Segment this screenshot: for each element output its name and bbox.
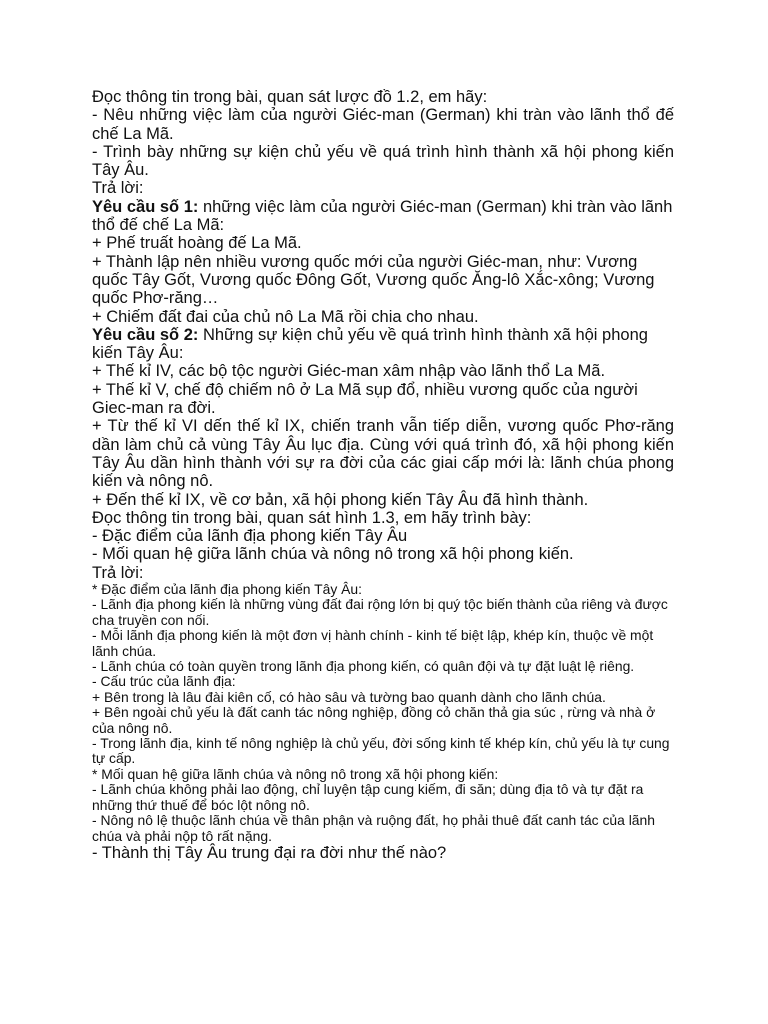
paragraph-18 [92,597,674,628]
paragraph-text: + Bên ngoài chủ yếu là đất canh tác nông nghiệp, đồng cỏ chăn thả gia súc , rừng và nhà ở của nông nô. [92,704,656,736]
paragraph-text: - Nêu những việc làm của người Giéc-man (German) khi tràn vào lãnh thổ đế chế La Mã. [92,106,674,143]
paragraph-text: - Đặc điểm của lãnh địa phong kiến Tây Âu [92,527,408,546]
paragraph-4 [92,198,674,235]
paragraph-11 [92,417,674,490]
paragraph-text: - Lãnh chúa có toàn quyền trong lãnh địa phong kiến, có quân đội và tự đặt luật lệ riêng. [92,658,635,675]
paragraph-12 [92,491,674,509]
paragraph-text: * Mối quan hệ giữa lãnh chúa và nông nô trong xã hội phong kiến: [92,765,499,782]
paragraph-text: - Mỗi lãnh địa phong kiến là một đơn vị hành chính - kinh tế biệt lập, khép kín, thuộc về một lãnh chúa. [92,627,654,659]
paragraph-1 [92,106,674,143]
paragraph-text: + Thế kỉ V, chế độ chiếm nô ở La Mã sụp đổ, nhiều vương quốc của người Giec-man ra đời. [92,380,638,418]
paragraph-text: + Từ thế kỉ VI dến thế kỉ IX, chiến tranh vẫn tiếp diễn, vương quốc Phơ-răng dần làm chủ cả vùng Tây Âu lục địa. Cùng với quá trình đó, xã hội phong kiến Tây Âu dần hình thành với sự ra đời của các giai cấp mới là: lãnh chúa phong kiến và nông nô. [92,417,674,491]
paragraph-text: Trả lời: [92,179,144,198]
paragraph-22 [92,690,674,705]
paragraph-text: + Phế truất hoàng đế La Mã. [92,234,302,253]
paragraph-text: - Mối quan hệ giữa lãnh chúa và nông nô trong xã hội phong kiến. [92,545,574,564]
paragraph-16 [92,564,674,582]
document-page [92,88,674,862]
paragraph-17 [92,582,674,597]
paragraph-5 [92,234,674,252]
paragraph-text: Những sự kiện chủ yếu về quá trình hình thành xã hội phong kiến Tây Âu: [92,325,648,363]
paragraph-23 [92,705,674,736]
paragraph-text: + Thành lập nên nhiều vương quốc mới của người Giéc-man, như: Vương quốc Tây Gốt, Vương quốc Đông Gốt, Vương quốc Ăng-lô Xắc-xông; Vương quốc Phơ-răng… [92,252,655,308]
paragraph-text: * Đặc điểm của lãnh địa phong kiến Tây Âu: [92,581,363,598]
paragraph-21 [92,674,674,689]
paragraph-8 [92,326,674,363]
paragraph-24 [92,736,674,767]
paragraph-text: - Trong lãnh địa, kinh tế nông nghiệp là chủ yếu, đời sống kinh tế khép kín, chủ yếu là tự cung tự cấp. [92,735,670,767]
paragraph-14 [92,527,674,545]
paragraph-text: - Lãnh địa phong kiến là những vùng đất đai rộng lớn bị quý tộc biến thành của riêng và được cha truyền con nối. [92,596,668,628]
paragraph-text: - Trình bày những sự kiện chủ yếu về quá trình hình thành xã hội phong kiến Tây Âu. [92,142,674,180]
paragraph-3 [92,179,674,197]
paragraph-text: - Thành thị Tây Âu trung đại ra đời như thế nào? [92,843,447,862]
paragraph-heading: Yêu cầu số 1: [92,197,199,216]
paragraph-text: - Lãnh chúa không phải lao động, chỉ luyện tập cung kiếm, đi săn; dùng địa tô và tự đặt ra những thứ thuế để bóc lột nông nô. [92,781,644,813]
paragraph-text: + Chiếm đất đai của chủ nô La Mã rồi chia cho nhau. [92,307,479,326]
paragraph-text: + Đến thế kỉ IX, về cơ bản, xã hội phong kiến Tây Âu đã hình thành. [92,490,589,509]
paragraph-text: Đọc thông tin trong bài, quan sát lược đồ 1.2, em hãy: [92,88,488,106]
paragraph-28 [92,844,674,862]
paragraph-text: - Nông nô lệ thuộc lãnh chúa về thân phận và ruộng đất, họ phải thuê đất canh tác của lãnh chúa và phải nộp tô rất nặng. [92,812,655,844]
paragraph-26 [92,782,674,813]
paragraph-6 [92,253,674,308]
paragraph-text: + Thế kỉ IV, các bộ tộc người Giéc-man xâm nhập vào lãnh thổ La Mã. [92,362,606,381]
paragraph-20 [92,659,674,674]
paragraph-heading: Yêu cầu số 2: [92,325,199,344]
paragraph-13 [92,509,674,527]
paragraph-9 [92,362,674,380]
paragraph-text: - Cấu trúc của lãnh địa: [92,673,236,690]
paragraph-7 [92,308,674,326]
paragraph-15 [92,545,674,563]
paragraph-10 [92,381,674,418]
paragraph-27 [92,813,674,844]
paragraph-text: Đọc thông tin trong bài, quan sát hình 1.3, em hãy trình bày: [92,508,532,527]
paragraph-text: Trả lời: [92,563,144,582]
paragraph-19 [92,628,674,659]
paragraph-text: + Bên trong là lâu đài kiên cố, có hào sâu và tường bao quanh dành cho lãnh chúa. [92,688,606,705]
paragraph-0 [92,88,674,106]
paragraph-2 [92,143,674,180]
paragraph-text: những việc làm của người Giéc-man (German) khi tràn vào lãnh thổ đế chế La Mã: [92,197,673,235]
paragraph-25 [92,767,674,782]
